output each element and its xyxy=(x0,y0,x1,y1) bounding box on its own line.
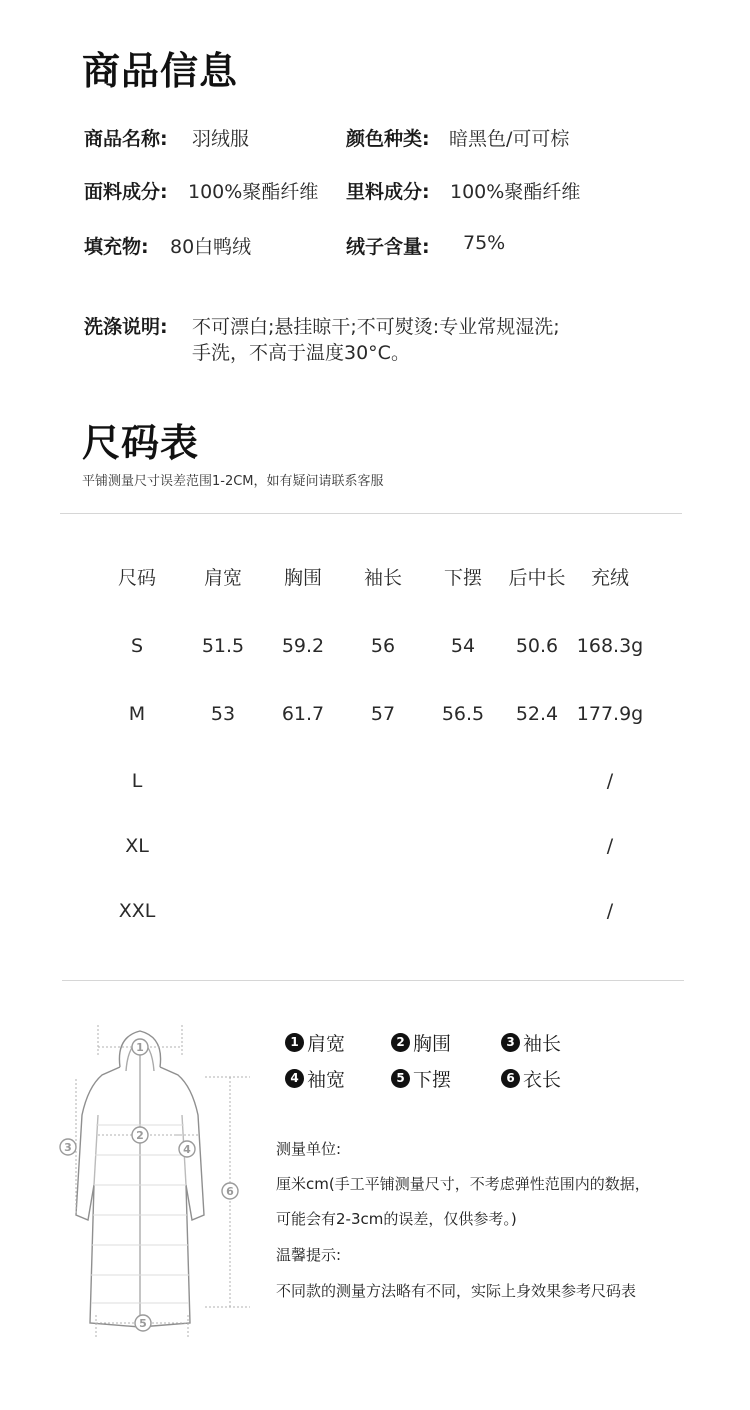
svg-text:4: 4 xyxy=(183,1143,191,1156)
legend-label: 下摆 xyxy=(413,1069,452,1091)
info-value: 75% xyxy=(463,232,506,254)
info-value: 100%聚酯纤维 xyxy=(188,181,319,203)
info-value: 暗黑色/可可棕 xyxy=(449,128,570,150)
number-badge-icon: 2 xyxy=(391,1033,410,1052)
legend-item xyxy=(285,1065,345,1092)
size-table-cell: 177.9g xyxy=(576,703,644,725)
size-label: L xyxy=(131,770,143,792)
size-table-header: 下摆 xyxy=(443,567,482,589)
svg-text:2: 2 xyxy=(136,1129,144,1142)
svg-text:6: 6 xyxy=(226,1185,234,1198)
coat-measure-diagram xyxy=(40,1015,260,1345)
legend-label: 胸围 xyxy=(413,1033,452,1055)
size-table-cell: / xyxy=(606,770,614,792)
size-label: XXL xyxy=(118,900,156,922)
wash-label: 洗涤说明: xyxy=(84,316,168,338)
size-table-cell: 53 xyxy=(210,703,236,725)
size-label: XL xyxy=(125,835,149,857)
wash-line-2: 手洗，不高于温度30°C。 xyxy=(192,342,410,364)
size-label: M xyxy=(128,703,146,725)
svg-text:1: 1 xyxy=(136,1041,144,1054)
size-table-cell: 52.4 xyxy=(515,703,559,725)
info-value: 80白鸭绒 xyxy=(170,236,252,258)
legend-item xyxy=(391,1029,451,1056)
legend-label: 肩宽 xyxy=(307,1033,346,1055)
svg-text:3: 3 xyxy=(64,1141,72,1154)
size-table-cell: 61.7 xyxy=(281,703,325,725)
size-table-header: 后中长 xyxy=(508,567,566,589)
size-chart-note: 平铺测量尺寸误差范围1-2CM，如有疑问请联系客服 xyxy=(82,474,384,489)
legend-label: 袖长 xyxy=(523,1033,562,1055)
wash-line-1: 不可漂白;悬挂晾干;不可熨烫:专业常规湿洗; xyxy=(192,316,560,338)
number-badge-icon: 1 xyxy=(285,1033,304,1052)
size-label: S xyxy=(130,635,144,657)
legend-item xyxy=(391,1065,451,1092)
coat-outline xyxy=(76,1031,204,1327)
number-badge-icon: 6 xyxy=(501,1069,520,1088)
info-label: 颜色种类: xyxy=(346,128,430,150)
number-badge-icon: 5 xyxy=(391,1069,410,1088)
size-table-cell: 50.6 xyxy=(515,635,559,657)
size-table-cell: 56.5 xyxy=(441,703,485,725)
unit-line-2: 可能会有2-3cm的误差，仅供参考。) xyxy=(276,1210,517,1228)
info-label: 绒子含量: xyxy=(346,236,430,258)
legend-item xyxy=(501,1029,561,1056)
size-table-cell: 168.3g xyxy=(576,635,644,657)
svg-text:5: 5 xyxy=(139,1317,147,1330)
tip-label: 温馨提示: xyxy=(276,1246,342,1264)
size-table-header: 肩宽 xyxy=(203,567,242,589)
info-label: 面料成分: xyxy=(84,181,168,203)
size-table-header: 充绒 xyxy=(590,567,629,589)
info-label: 里料成分: xyxy=(346,181,430,203)
size-table-header: 尺码 xyxy=(117,567,156,589)
tip-text: 不同款的测量方法略有不同，实际上身效果参考尺码表 xyxy=(276,1282,637,1300)
size-table-cell: 51.5 xyxy=(201,635,245,657)
info-value: 羽绒服 xyxy=(192,128,250,150)
size-table-cell: / xyxy=(606,900,614,922)
size-table-cell: 57 xyxy=(370,703,396,725)
divider-bottom xyxy=(62,980,684,981)
legend-label: 衣长 xyxy=(523,1069,562,1091)
unit-label: 测量单位: xyxy=(276,1140,342,1158)
info-label: 填充物: xyxy=(84,236,149,258)
info-label: 商品名称: xyxy=(84,128,168,150)
size-chart-title: 尺码表 xyxy=(82,421,200,465)
legend-item xyxy=(285,1029,345,1056)
legend-label: 袖宽 xyxy=(307,1069,346,1091)
product-info-title: 商品信息 xyxy=(82,49,239,93)
legend-item xyxy=(501,1065,561,1092)
size-table-cell: 56 xyxy=(370,635,396,657)
size-table-cell: 54 xyxy=(450,635,476,657)
info-value: 100%聚酯纤维 xyxy=(450,181,581,203)
number-badge-icon: 4 xyxy=(285,1069,304,1088)
size-table-cell: / xyxy=(606,835,614,857)
number-badge-icon: 3 xyxy=(501,1033,520,1052)
size-table-header: 袖长 xyxy=(363,567,402,589)
divider-top xyxy=(60,513,682,514)
measure-lines xyxy=(76,1025,250,1337)
unit-line-1: 厘米cm(手工平铺测量尺寸，不考虑弹性范围内的数据， xyxy=(276,1175,650,1193)
size-table-cell: 59.2 xyxy=(281,635,325,657)
size-table-header: 胸围 xyxy=(283,567,322,589)
